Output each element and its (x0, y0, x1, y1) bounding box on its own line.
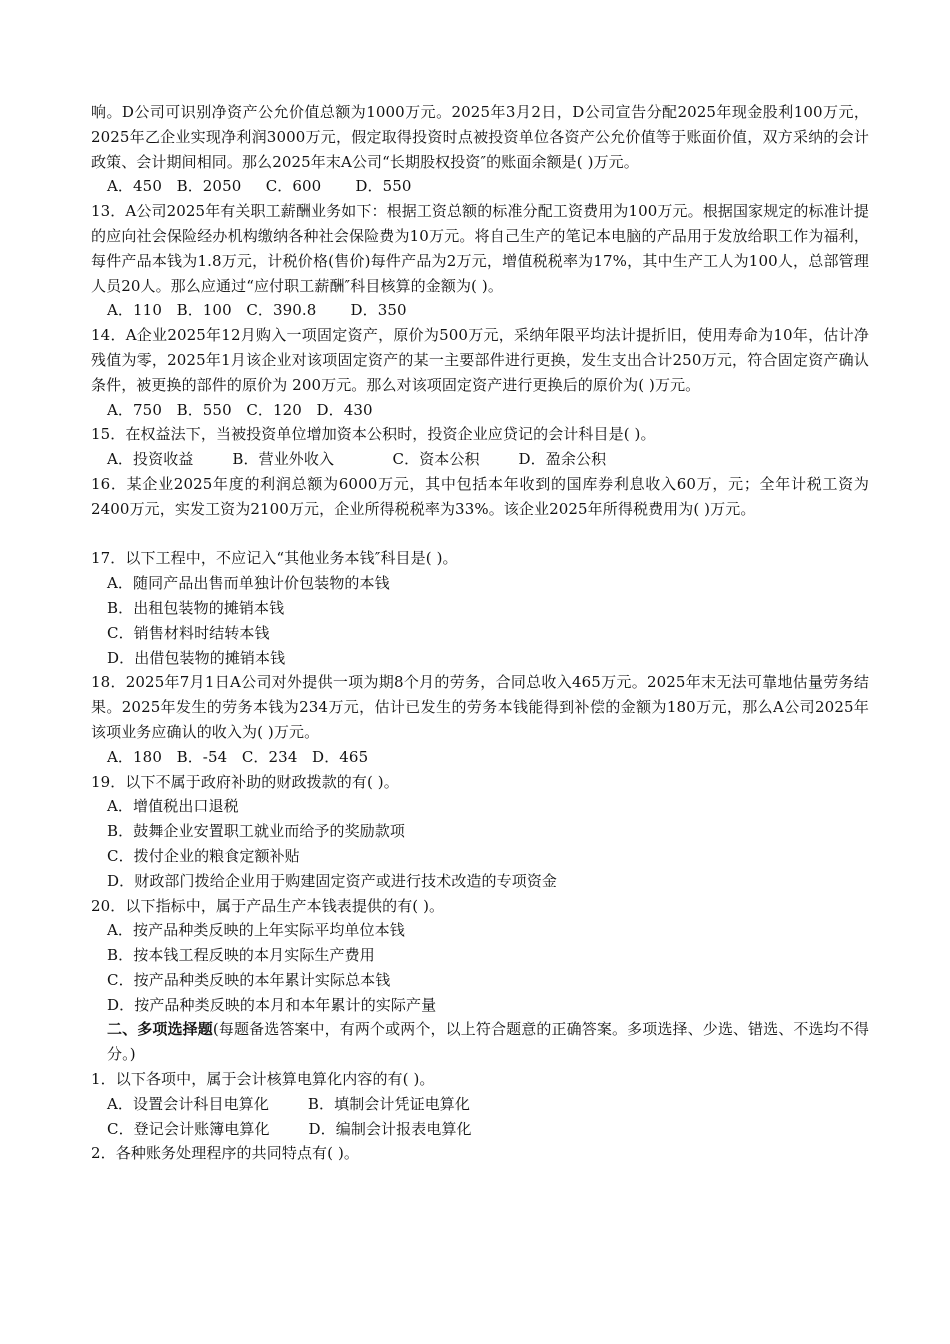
document-page (91, 100, 869, 1166)
question-17-option-c: C．销售材料时结转本钱 (107, 623, 270, 642)
question-14-options: A．750 B．550 C．120 D．430 (107, 400, 373, 419)
question-17-option-b: B．出租包装物的摊销本钱 (107, 598, 285, 617)
question-20-option-c: C．按产品种类反映的本年累计实际总本钱 (107, 970, 391, 989)
question-17: 17．以下工程中，不应记入“其他业务本钱″科目是( )。 (91, 549, 458, 568)
question-17-option-d: D．出借包装物的摊销本钱 (107, 648, 286, 667)
question-20-option-d: D．按产品种类反映的本月和本年累计的实际产量 (107, 995, 437, 1014)
question-15-options: A．投资收益 B．营业外收入 C．资本公积 D．盈余公积 (107, 450, 607, 469)
multi-question-1: 1．以下各项中，属于会计核算电算化内容的有( )。 (91, 1070, 435, 1089)
question-18-options: A．180 B．-54 C．234 D．465 (107, 747, 369, 766)
question-13: 13．A公司2025年有关职工薪酬业务如下：根据工资总额的标准分配工资费用为100万元。根据国家规定的标准计提的应向社会保险经办机构缴纳各种社会保险费为10万元。将自己生产的笔记本电脑的产品用于发放给职工作为福利，每件产品本钱为1.8万元，计税价格(售价)每件产品为2万元，增值税税率为17%，其中生产工人为100人，总部管理人员20人。那么应通过“应付职工薪酬″科目核算的金额为( )。 (91, 202, 869, 295)
question-19-option-d: D．财政部门拨给企业用于购建固定资产或进行技术改造的专项资金 (107, 871, 558, 890)
question-19-option-a: A．增值税出口退税 (107, 797, 239, 816)
question-14: 14．A企业2025年12月购入一项固定资产，原价为500万元，采纳年限平均法计提折旧，使用寿命为10年，估计净残值为零，2025年1月该企业对该项固定资产的某一主要部件进行更换，发生支出合计250万元，符合固定资产确认条件，被更换的部件的原价为 200万元。那么对该项固定资产进行更换后的原价为( )万元。 (91, 326, 869, 394)
question-16: 16．某企业2025年度的利润总额为6000万元，其中包括本年收到的国库券利息收入60万，元；全年计税工资为2400万元，实发工资为2100万元，企业所得税税率为33%。该企业2025年所得税费用为( )万元。 (91, 474, 869, 518)
question-19-option-c: C．拨付企业的粮食定额补贴 (107, 846, 300, 865)
question-15: 15．在权益法下，当被投资单位增加资本公积时，投资企业应贷记的会计科目是( )。 (91, 425, 656, 444)
question-17-option-a: A．随同产品出售而单独计价包装物的本钱 (107, 574, 390, 593)
question-18: 18．2025年7月1日A公司对外提供一项为期8个月的劳务，合同总收入465万元。2025年末无法可靠地估量劳务结果。2025年发生的劳务本钱为234万元，估计已发生的劳务本钱能得到补偿的金额为180万元，那么A公司2025年该项业务应确认的收入为( )万元。 (91, 673, 869, 741)
multi-question-1-options-cd: C．登记会计账簿电算化 D．编制会计报表电算化 (107, 1119, 472, 1138)
question-11-options: A．450 B．2050 C．600 D．550 (107, 177, 412, 196)
question-20-option-a: A．按产品种类反映的上年实际平均单位本钱 (107, 921, 405, 940)
question-20: 20．以下指标中，属于产品生产本钱表提供的有( )。 (91, 896, 445, 915)
question-19: 19．以下不属于政府补助的财政拨款的有( )。 (91, 772, 399, 791)
question-13-options: A．110 B．100 C．390.8 D．350 (107, 301, 407, 320)
question-20-option-b: B．按本钱工程反映的本月实际生产费用 (107, 946, 375, 965)
question-11-tail: 响。D公司可识别净资产公允价值总额为1000万元。2025年3月2日，D公司宣告分配2025年现金股利100万元，2025年乙企业实现净利润3000万元，假定取得投资时点被投资单位各资产公允价值等于账面价值，双方采纳的会计政策、会计期间相同。那么2025年末A公司“长期股权投资″的账面余额是( )万元。 (91, 103, 869, 171)
section-2-title: 二、多项选择题 (107, 1020, 213, 1039)
section-2-heading (91, 1017, 869, 1067)
multi-question-1-options-ab: A．设置会计科目电算化 B．填制会计凭证电算化 (107, 1094, 471, 1113)
blank-line (91, 522, 869, 547)
question-19-option-b: B．鼓舞企业安置职工就业而给予的奖励款项 (107, 822, 406, 841)
section-2-note: (每题备选答案中，有两个或两个，以上符合题意的正确答案。多项选择、少选、错选、不选均不得分。) (107, 1020, 870, 1064)
multi-question-2: 2．各种账务处理程序的共同特点有( )。 (91, 1144, 360, 1163)
